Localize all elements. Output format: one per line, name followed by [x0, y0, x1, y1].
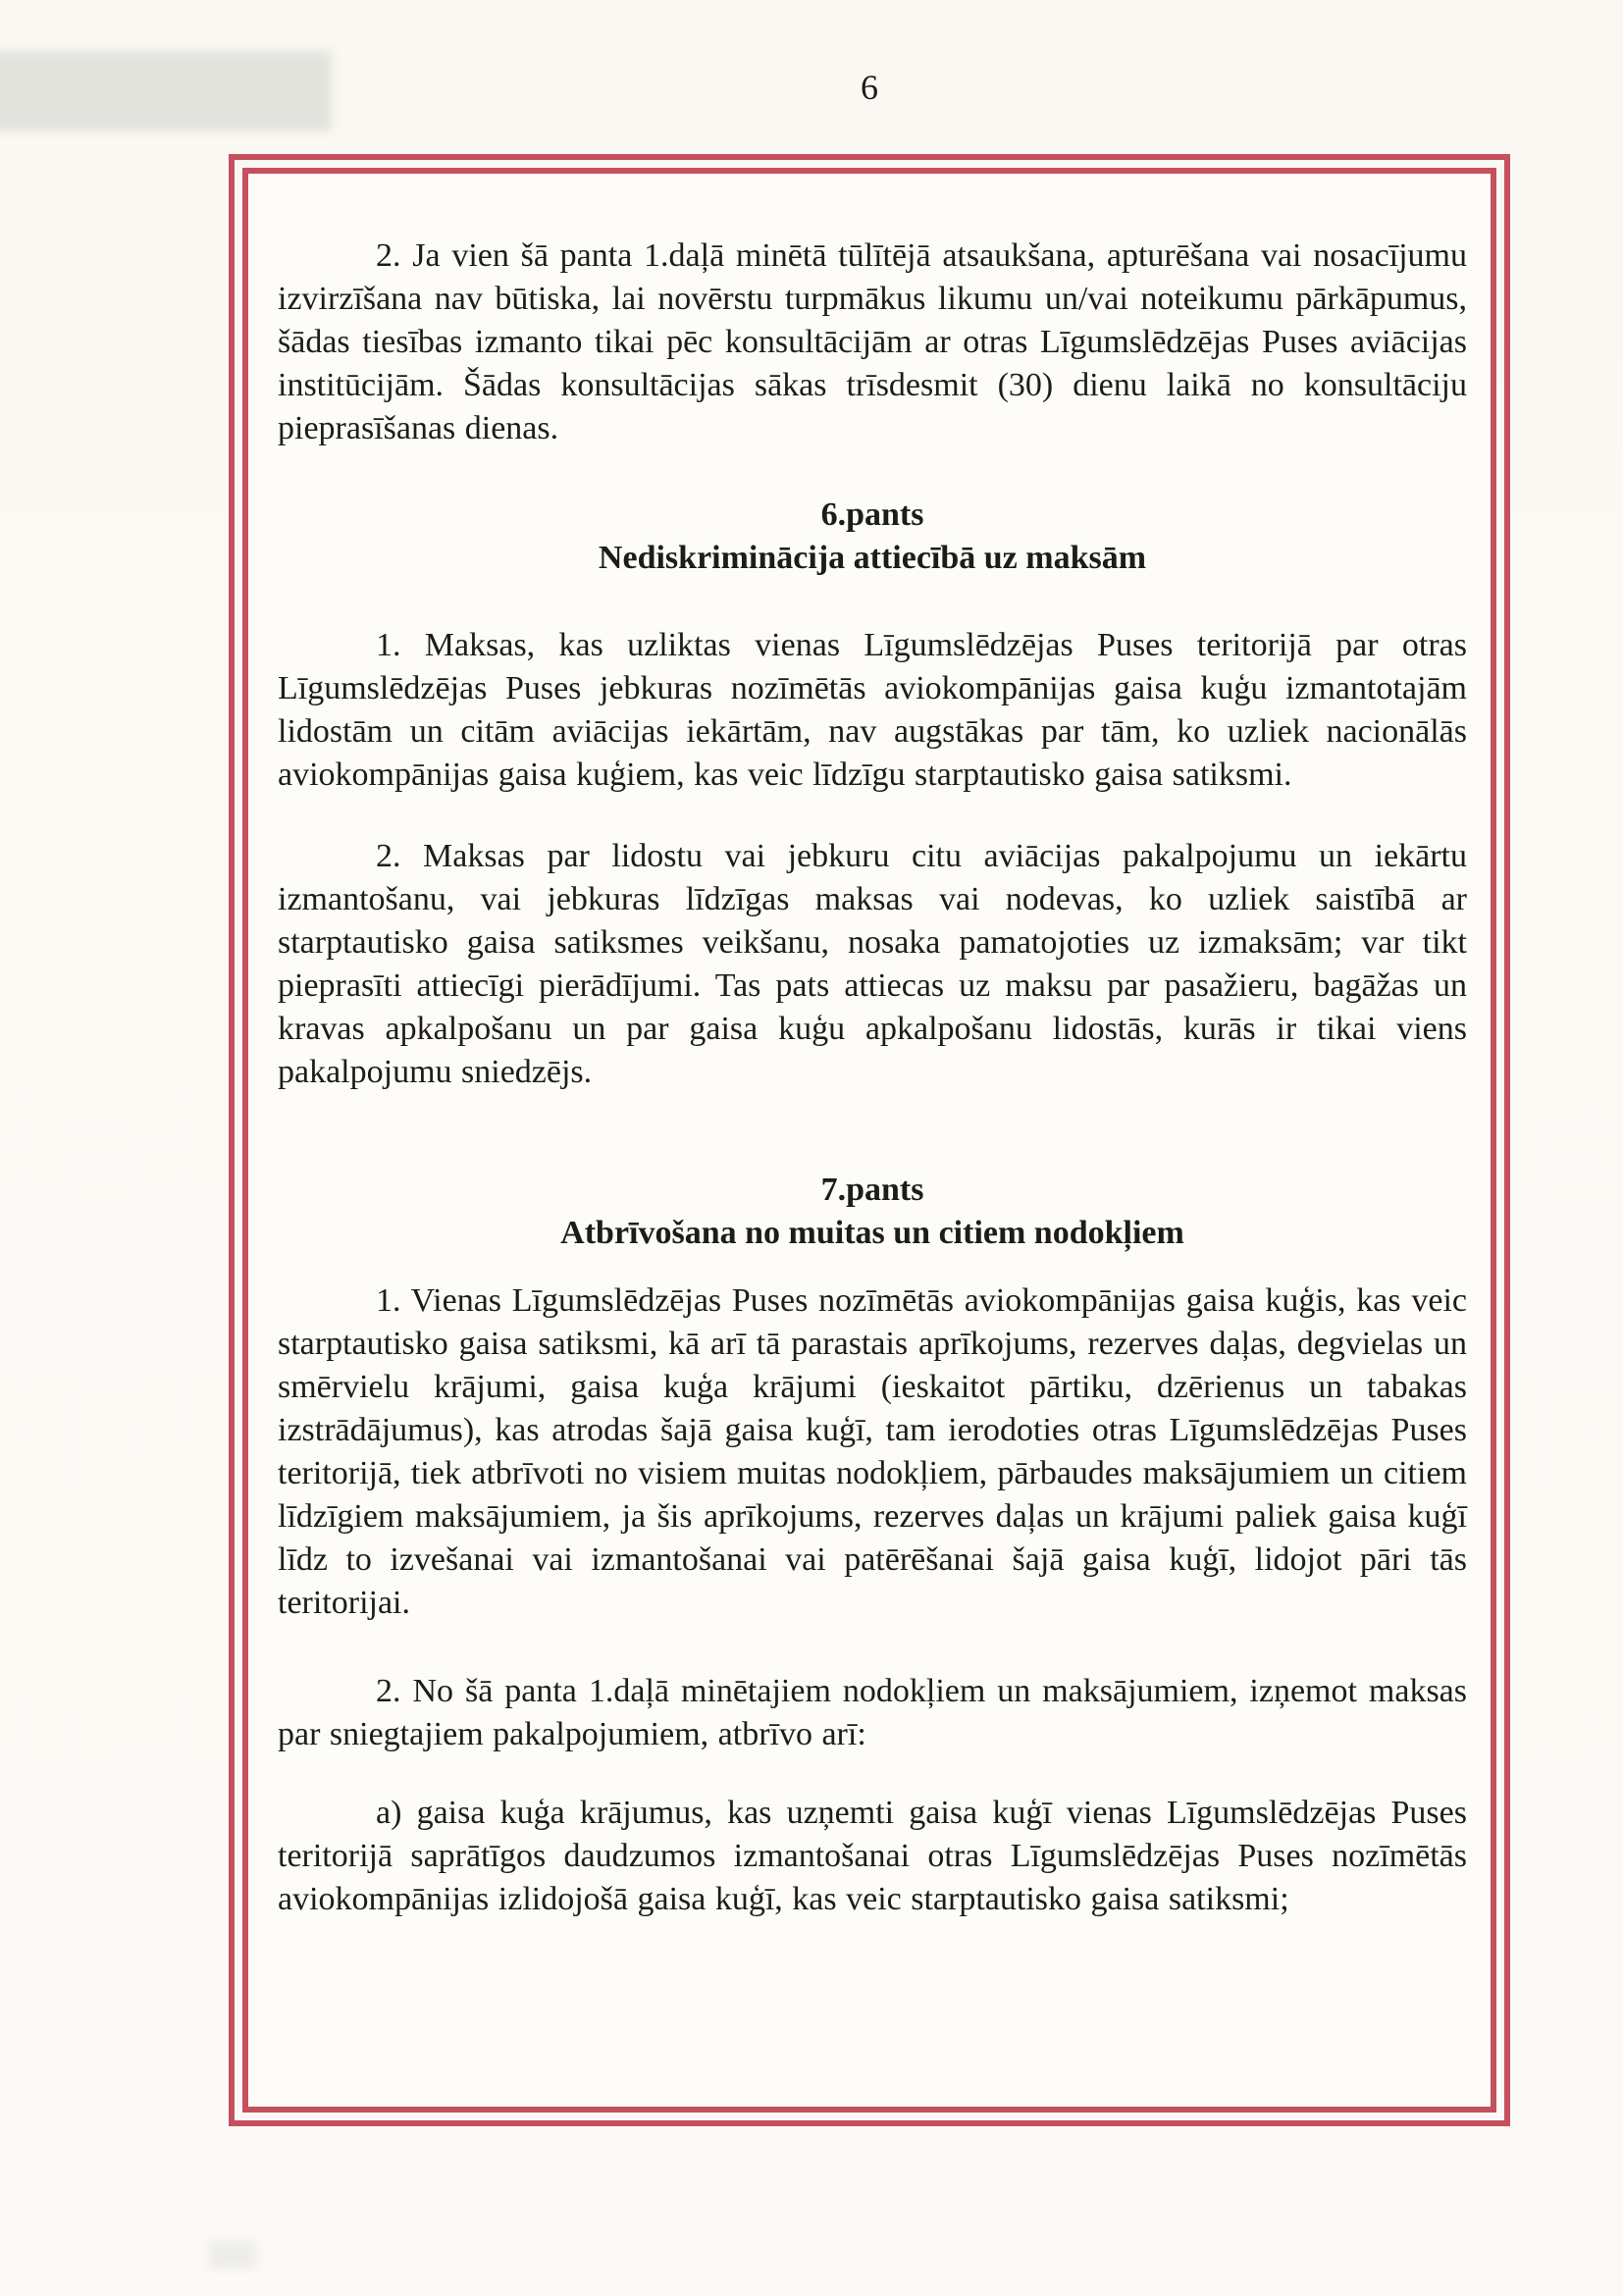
- article7-title: Atbrīvošana no muitas un citiem nodokļiem: [560, 1215, 1184, 1251]
- article6-heading-block: [278, 494, 1467, 580]
- document-content: [248, 174, 1491, 2107]
- article7-paragraph-1: 1. Vienas Līgumslēdzējas Puses nozīmētās aviokompānijas gaisa kuģis, kas veic starptautisko gaisa satiksmi, kā arī tā parastais aprīkojums, rezerves daļas, degvielas un smērvielu krājumi, gaisa kuģa krājumi (ieskaitot pārtiku, dzērienus un tabakas izstrādājumus), kas atrodas šajā gaisa kuģī, tam ierodoties otras Līgumslēdzējas Puses teritorijā, tiek atbrīvoti no visiem muitas nodokļiem, pārbaudes maksājumiem un citiem līdzīgiem maksājumiem, ja šis aprīkojums, rezerves daļas un krājumi paliek gaisa kuģī līdz to izvešanai vai izmantošanai vai patērēšanai šajā gaisa kuģī, lidojot pāri tās teritorijai.: [278, 1282, 1467, 1621]
- scan-artifact-bottom-left: [209, 2241, 256, 2269]
- paragraph-intro: 2. Ja vien šā panta 1.daļā minētā tūlītējā atsaukšana, apturēšana vai nosacījumu izvirzīšana nav būtiska, lai novērstu turpmākus likumu un/vai noteikumu pārkāpumus, šādas tiesības izmanto tikai pēc konsultācijām ar otras Līgumslēdzējas Puses aviācijas institūcijām. Šādas konsultācijas sākas trīsdesmit (30) dienu laikā no konsultāciju pieprasīšanas dienas.: [278, 237, 1467, 446]
- article7-number: 7.pants: [820, 1172, 924, 1208]
- article7-item-a: a) gaisa kuģa krājumus, kas uzņemti gaisa kuģī vienas Līgumslēdzējas Puses teritorijā saprātīgos daudzumos izmantošanai otras Līgumslēdzējas Puses nozīmētās aviokompānijas izlidojošā gaisa kuģī, kas veic starptautisko gaisa satiksmi;: [278, 1795, 1467, 1917]
- page-number: 6: [861, 68, 878, 107]
- document-border-frame: [229, 154, 1510, 2126]
- article6-paragraph-2: 2. Maksas par lidostu vai jebkuru citu aviācijas pakalpojumu un iekārtu izmantošanu, vai jebkuras līdzīgas maksas vai nodevas, ko uzliek saistībā ar starptautisko gaisa satiksmes veikšanu, nosaka pamatojoties uz izmaksām; var tikt pieprasīti attiecīgi pierādījumi. Tas pats attiecas uz maksu par pasažieru, bagāžas un kravas apkalpošanu un par gaisa kuģu apkalpošanu lidostās, kurās ir tikai viens pakalpojumu sniedzējs.: [278, 838, 1467, 1090]
- article6-number: 6.pants: [820, 496, 924, 533]
- article6-title: Nediskriminācija attiecībā uz maksām: [598, 540, 1147, 576]
- article6-paragraph-1: 1. Maksas, kas uzliktas vienas Līgumslēdzējas Puses teritorijā par otras Līgumslēdzējas Puses jebkuras nozīmētās aviokompānijas gaisa kuģu izmantotajām lidostām un citām aviācijas iekārtām, nav augstākas par tām, ko uzliek nacionālās aviokompānijas gaisa kuģiem, kas veic līdzīgu starptautisko gaisa satiksmi.: [278, 627, 1467, 793]
- article7-heading-block: [278, 1169, 1467, 1255]
- article7-paragraph-2: 2. No šā panta 1.daļā minētajiem nodokļiem un maksājumiem, izņemot maksas par sniegtajiem pakalpojumiem, atbrīvo arī:: [278, 1673, 1467, 1752]
- document-border-frame-inner: [242, 168, 1496, 2113]
